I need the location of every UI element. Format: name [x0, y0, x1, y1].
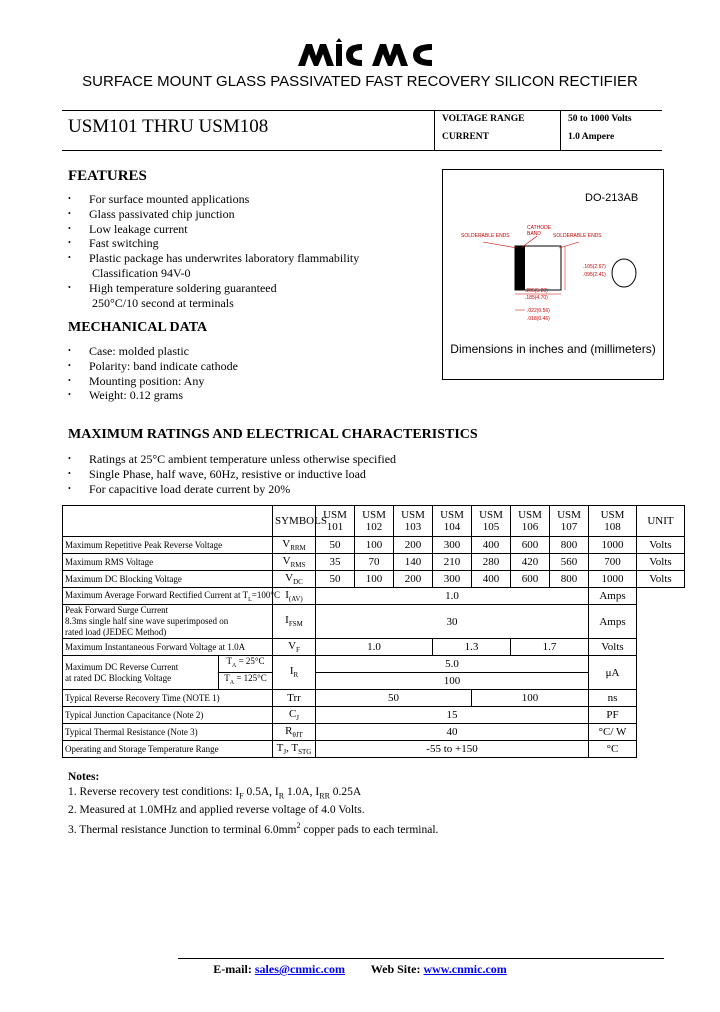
list-item: • For capacitive load derate current by 20% [68, 482, 628, 497]
table-header-row [63, 506, 685, 537]
table-row: Operating and Storage Temperature Range $T_J$, $T_{STG}$ -55 to +150 °C [63, 741, 685, 758]
table-row: Maximum Repetitive Peak Reverse Voltage $V_{RRM}$ 50 100 200 300 400 600 800 1000 Volts [63, 537, 685, 554]
table-row: Maximum DC Blocking Voltage $V_{DC}$ 50 100 200 300 400 600 800 1000 Volts [63, 571, 685, 588]
table-row: Maximum DC Reverse Current at rated DC Blocking Voltage $T_A = 25^\circ C$ $I_R$ 5.0 μA [63, 656, 685, 673]
header-divider-2 [560, 110, 561, 150]
column-header: USM 104 [433, 506, 472, 537]
list-item: • Single Phase, half wave, 60Hz, resistive or inductive load [68, 467, 628, 482]
column-header: USM 102 [355, 506, 394, 537]
list-item: • Polarity: band indicate cathode [68, 359, 428, 374]
email-label: E-mail: [213, 962, 252, 976]
logo-graphic [296, 38, 436, 68]
mechanical-list [68, 344, 428, 403]
table-row: Peak Forward Surge Current 8.3ms single half sine wave superimposed on rated load (JEDEC Method) $I_{FSM}$ 30 Amps [63, 605, 685, 639]
dim-length-max: .205(5.20) [525, 288, 548, 294]
footer-rule [178, 958, 664, 959]
website-label: Web Site: [370, 962, 421, 976]
column-header: USM 101 [316, 506, 355, 537]
table-row: $T_A = 125^\circ C$ 100 [63, 673, 685, 690]
symbols-header: SYMBOLS [273, 506, 316, 537]
note-2: 2. Measured at 1.0MHz and applied reverse voltage of 4.0 Volts. [68, 804, 365, 817]
list-item: • High temperature soldering guaranteed [68, 281, 428, 296]
footer [0, 962, 720, 977]
ratings-table [62, 505, 685, 758]
package-caption: Dimensions in inches and (millimeters) [450, 342, 656, 356]
header-bottom-rule [62, 150, 662, 151]
dim-terminal-max: .022(0.56) [527, 308, 550, 314]
header-divider [434, 110, 435, 150]
solderable-ends-left: SOLDERABLE ENDS [461, 233, 510, 239]
ratings-conditions [68, 452, 628, 496]
cathode-band-label: CATHODE BAND [527, 225, 552, 237]
email-link[interactable]: sales@cnmic.com [254, 962, 345, 976]
solderable-ends-right: SOLDERABLE ENDS [553, 233, 602, 239]
notes-heading: Notes: [68, 771, 100, 783]
list-item: • Glass passivated chip junction [68, 207, 428, 222]
website-link[interactable]: www.cnmic.com [423, 962, 507, 976]
voltage-range-label: VOLTAGE RANGE [442, 114, 525, 124]
table-row: Typical Reverse Recovery Time (NOTE 1) Trr 50 100 ns [63, 690, 685, 707]
voltage-range-value: 50 to 1000 Volts [568, 114, 632, 124]
document-title: SURFACE MOUNT GLASS PASSIVATED FAST RECOVERY SILICON RECTIFIER [82, 73, 638, 90]
column-header: USM 105 [472, 506, 511, 537]
part-number: USM101 THRU USM108 [68, 116, 269, 137]
table-row: Typical Junction Capacitance (Note 2) $C_J$ 15 PF [63, 707, 685, 724]
dim-length-min: .185(4.70) [525, 295, 548, 301]
company-logo [296, 38, 436, 68]
list-item: Classification 94V-0 [92, 265, 191, 280]
table-row: Maximum RMS Voltage $V_{RMS}$ 35 70 140 210 280 420 560 700 Volts [63, 554, 685, 571]
list-item: • Low leakage current [68, 222, 428, 237]
list-item: • Weight: 0.12 grams [68, 388, 428, 403]
current-label: CURRENT [442, 132, 489, 142]
list-item: • Fast switching [68, 236, 428, 251]
features-list [68, 192, 428, 310]
note-3: 3. Thermal resistance Junction to terminal $6.0mm^2$ copper pads to each terminal. [68, 821, 439, 837]
list-item: • Case: molded plastic [68, 344, 428, 359]
list-item: • Ratings at 25°C ambient temperature unless otherwise specified [68, 452, 628, 467]
package-outline-box [442, 169, 664, 380]
table-row: Typical Thermal Resistance (Note 3) $R_{\theta JT}$ 40 °C/ W [63, 724, 685, 741]
table-row: Maximum Instantaneous Forward Voltage at 1.0A $V_F$ 1.0 1.3 1.7 Volts [63, 639, 685, 656]
table-row: Maximum Average Forward Rectified Current at $T_L=100^\circ C$ $I_{(AV)}$ 1.0 Amps [63, 588, 685, 605]
list-item: • Plastic package has underwrites laboratory flammability [68, 251, 428, 266]
column-header: USM 103 [394, 506, 433, 537]
ratings-heading: MAXIMUM RATINGS AND ELECTRICAL CHARACTERISTICS [68, 427, 478, 442]
column-header: USM 106 [511, 506, 550, 537]
column-header: USM 107 [550, 506, 589, 537]
column-header: USM 108 [589, 506, 637, 537]
mechanical-heading: MECHANICAL DATA [68, 320, 208, 335]
package-name: DO-213AB [585, 192, 639, 204]
current-value: 1.0 Ampere [568, 132, 615, 142]
dim-diameter-min: .095(2.41) [583, 272, 606, 278]
note-1: 1. Reverse recovery test conditions: $I_F$ 0.5A, $I_R$ 1.0A, $I_{RR}$ 0.25A [68, 786, 362, 801]
unit-header: UNIT [637, 506, 685, 537]
features-heading: FEATURES [68, 168, 147, 184]
notes-section [68, 770, 438, 838]
header-top-rule [62, 110, 662, 111]
list-item: 250°C/10 second at terminals [92, 295, 234, 310]
end-view-circle [612, 259, 636, 287]
dim-diameter-max: .105(2.67) [583, 264, 606, 270]
list-item: • Mounting position: Any [68, 374, 428, 389]
cathode-band-mark [515, 246, 525, 290]
dim-terminal-min: .018(0.46) [527, 316, 550, 322]
list-item: • For surface mounted applications [68, 192, 428, 207]
